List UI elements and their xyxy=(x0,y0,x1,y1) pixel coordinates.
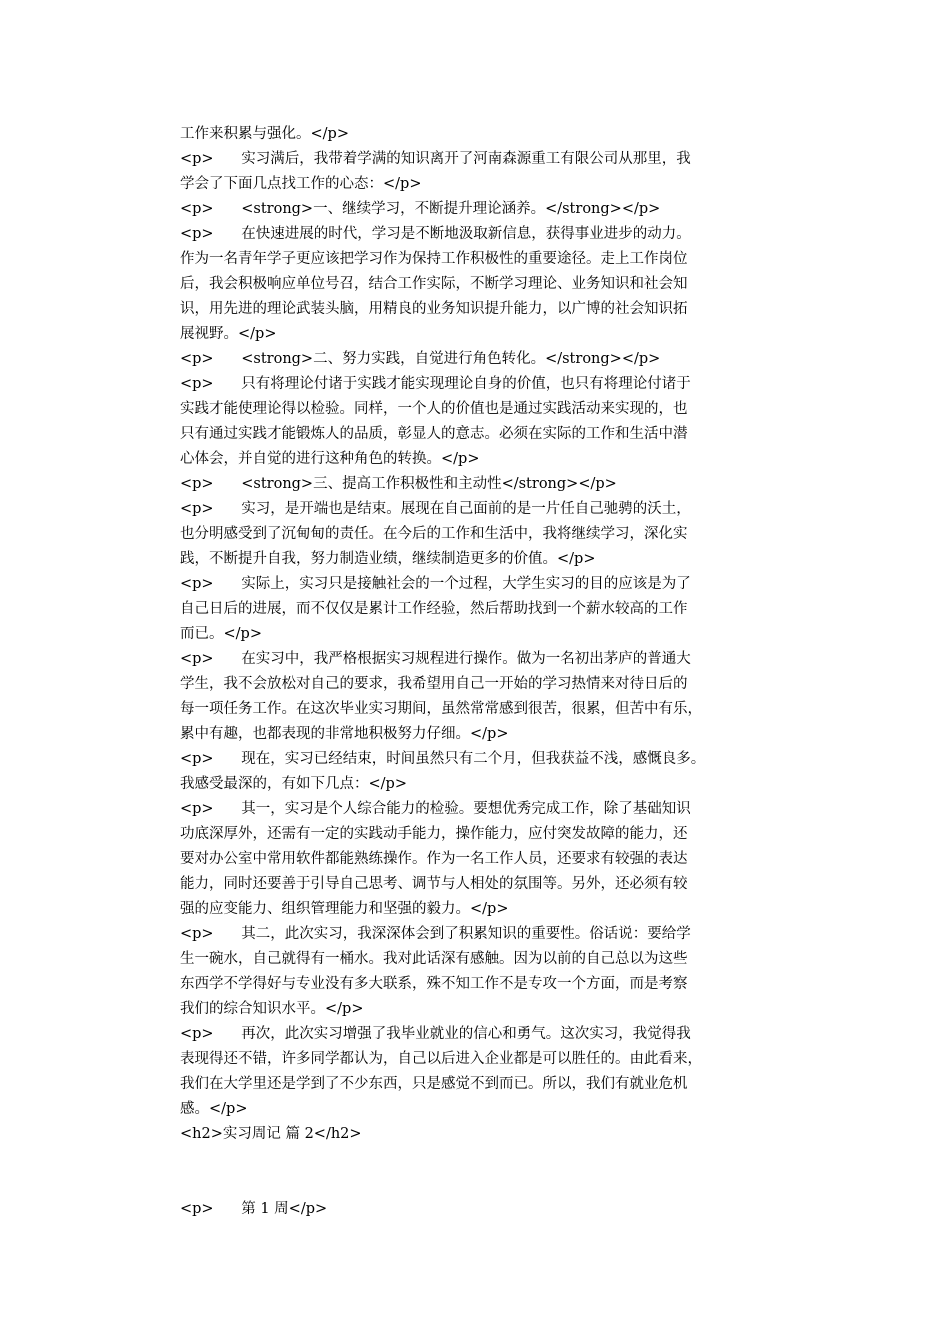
text-line: 只有通过实践才能锻炼人的品质，彰显人的意志。必须在实际的工作和生活中潜 xyxy=(180,426,688,442)
text-line: 我们的综合知识水平。</p> xyxy=(180,1001,364,1017)
text-line: <p> <strong>一、继续学习，不断提升理论涵养。</strong></p> xyxy=(180,201,661,217)
text-line: 东西学不学得好与专业没有多大联系，殊不知工作不是专攻一个方面，而是考察 xyxy=(180,976,688,992)
text-line: 强的应变能力、组织管理能力和坚强的毅力。</p> xyxy=(180,901,509,917)
text-line: <p> 在实习中，我严格根据实习规程进行操作。做为一名初出茅庐的普通大 xyxy=(180,651,691,667)
text-line: 心体会，并自觉的进行这种角色的转换。</p> xyxy=(180,451,480,467)
text-line: 我们在大学里还是学到了不少东西，只是感觉不到而已。所以，我们有就业危机 xyxy=(180,1076,688,1092)
text-line: <p> 其一，实习是个人综合能力的检验。要想优秀完成工作，除了基础知识 xyxy=(180,801,691,817)
blank-line xyxy=(180,1147,780,1197)
text-line: 学生，我不会放松对自己的要求，我希望用自己一开始的学习热情来对待日后的 xyxy=(180,676,688,692)
text-line: 要对办公室中常用软件都能熟练操作。作为一名工作人员，还要求有较强的表达 xyxy=(180,851,688,867)
text-line: <p> <strong>三、提高工作积极性和主动性</strong></p> xyxy=(180,476,617,492)
document-body xyxy=(180,122,780,1222)
text-line: 工作来积累与强化。</p> xyxy=(180,126,349,142)
text-line: 践，不断提升自我，努力制造业绩，继续制造更多的价值。</p> xyxy=(180,551,596,567)
text-line: <p> 再次，此次实习增强了我毕业就业的信心和勇气。这次实习，我觉得我 xyxy=(180,1026,691,1042)
text-line: 实践才能使理论得以检验。同样，一个人的价值也是通过实践活动来实现的，也 xyxy=(180,401,688,417)
text-line: 自己日后的进展，而不仅仅是累计工作经验，然后帮助找到一个薪水较高的工作 xyxy=(180,601,688,617)
text-line: <p> 只有将理论付诸于实践才能实现理论自身的价值，也只有将理论付诸于 xyxy=(180,376,691,392)
section-heading: <h2>实习周记 篇 2</h2> xyxy=(180,1126,362,1142)
text-line: 我感受最深的，有如下几点：</p> xyxy=(180,776,407,792)
text-line: <p> <strong>二、努力实践，自觉进行角色转化。</strong></p> xyxy=(180,351,661,367)
text-line: 也分明感受到了沉甸甸的责任。在今后的工作和生活中，我将继续学习，深化实 xyxy=(180,526,688,542)
text-line: <p> 在快速进展的时代，学习是不断地汲取新信息，获得事业进步的动力。 xyxy=(180,226,691,242)
text-line: 能力，同时还要善于引导自己思考、调节与人相处的氛围等。另外，还必须有较 xyxy=(180,876,688,892)
text-line: 识，用先进的理论武装头脑，用精良的业务知识提升能力，以广博的社会知识拓 xyxy=(180,301,688,317)
text-line: <p> 实际上，实习只是接触社会的一个过程，大学生实习的目的应该是为了 xyxy=(180,576,691,592)
text-line: 后，我会积极响应单位号召，结合工作实际，不断学习理论、业务知识和社会知 xyxy=(180,276,688,292)
text-line: <p> 第 1 周</p> xyxy=(180,1201,328,1217)
text-line: <p> 其二，此次实习，我深深体会到了积累知识的重要性。俗话说：要给学 xyxy=(180,926,691,942)
text-line: <p> 实习，是开端也是结束。展现在自己面前的是一片任自己驰骋的沃土， xyxy=(180,501,691,517)
text-line: 学会了下面几点找工作的心态：</p> xyxy=(180,176,422,192)
text-line: 生一碗水，自己就得有一桶水。我对此话深有感触。因为以前的自己总以为这些 xyxy=(180,951,688,967)
text-line: <p> 现在，实习已经结束，时间虽然只有二个月，但我获益不浅，感慨良多。 xyxy=(180,751,706,767)
text-line: <p> 实习满后，我带着学满的知识离开了河南森源重工有限公司从那里，我 xyxy=(180,151,691,167)
text-line: 作为一名青年学子更应该把学习作为保持工作积极性的重要途径。走上工作岗位 xyxy=(180,251,688,267)
text-line: 功底深厚外，还需有一定的实践动手能力，操作能力，应付突发故障的能力，还 xyxy=(180,826,688,842)
text-line: 表现得还不错，许多同学都认为，自己以后进入企业都是可以胜任的。由此看来， xyxy=(180,1051,702,1067)
text-line: 累中有趣，也都表现的非常地积极努力仔细。</p> xyxy=(180,726,509,742)
text-line: 每一项任务工作。在这次毕业实习期间，虽然常常感到很苦，很累，但苦中有乐， xyxy=(180,701,702,717)
text-line: 而已。</p> xyxy=(180,626,262,642)
text-line: 感。</p> xyxy=(180,1101,248,1117)
text-line: 展视野。</p> xyxy=(180,326,277,342)
